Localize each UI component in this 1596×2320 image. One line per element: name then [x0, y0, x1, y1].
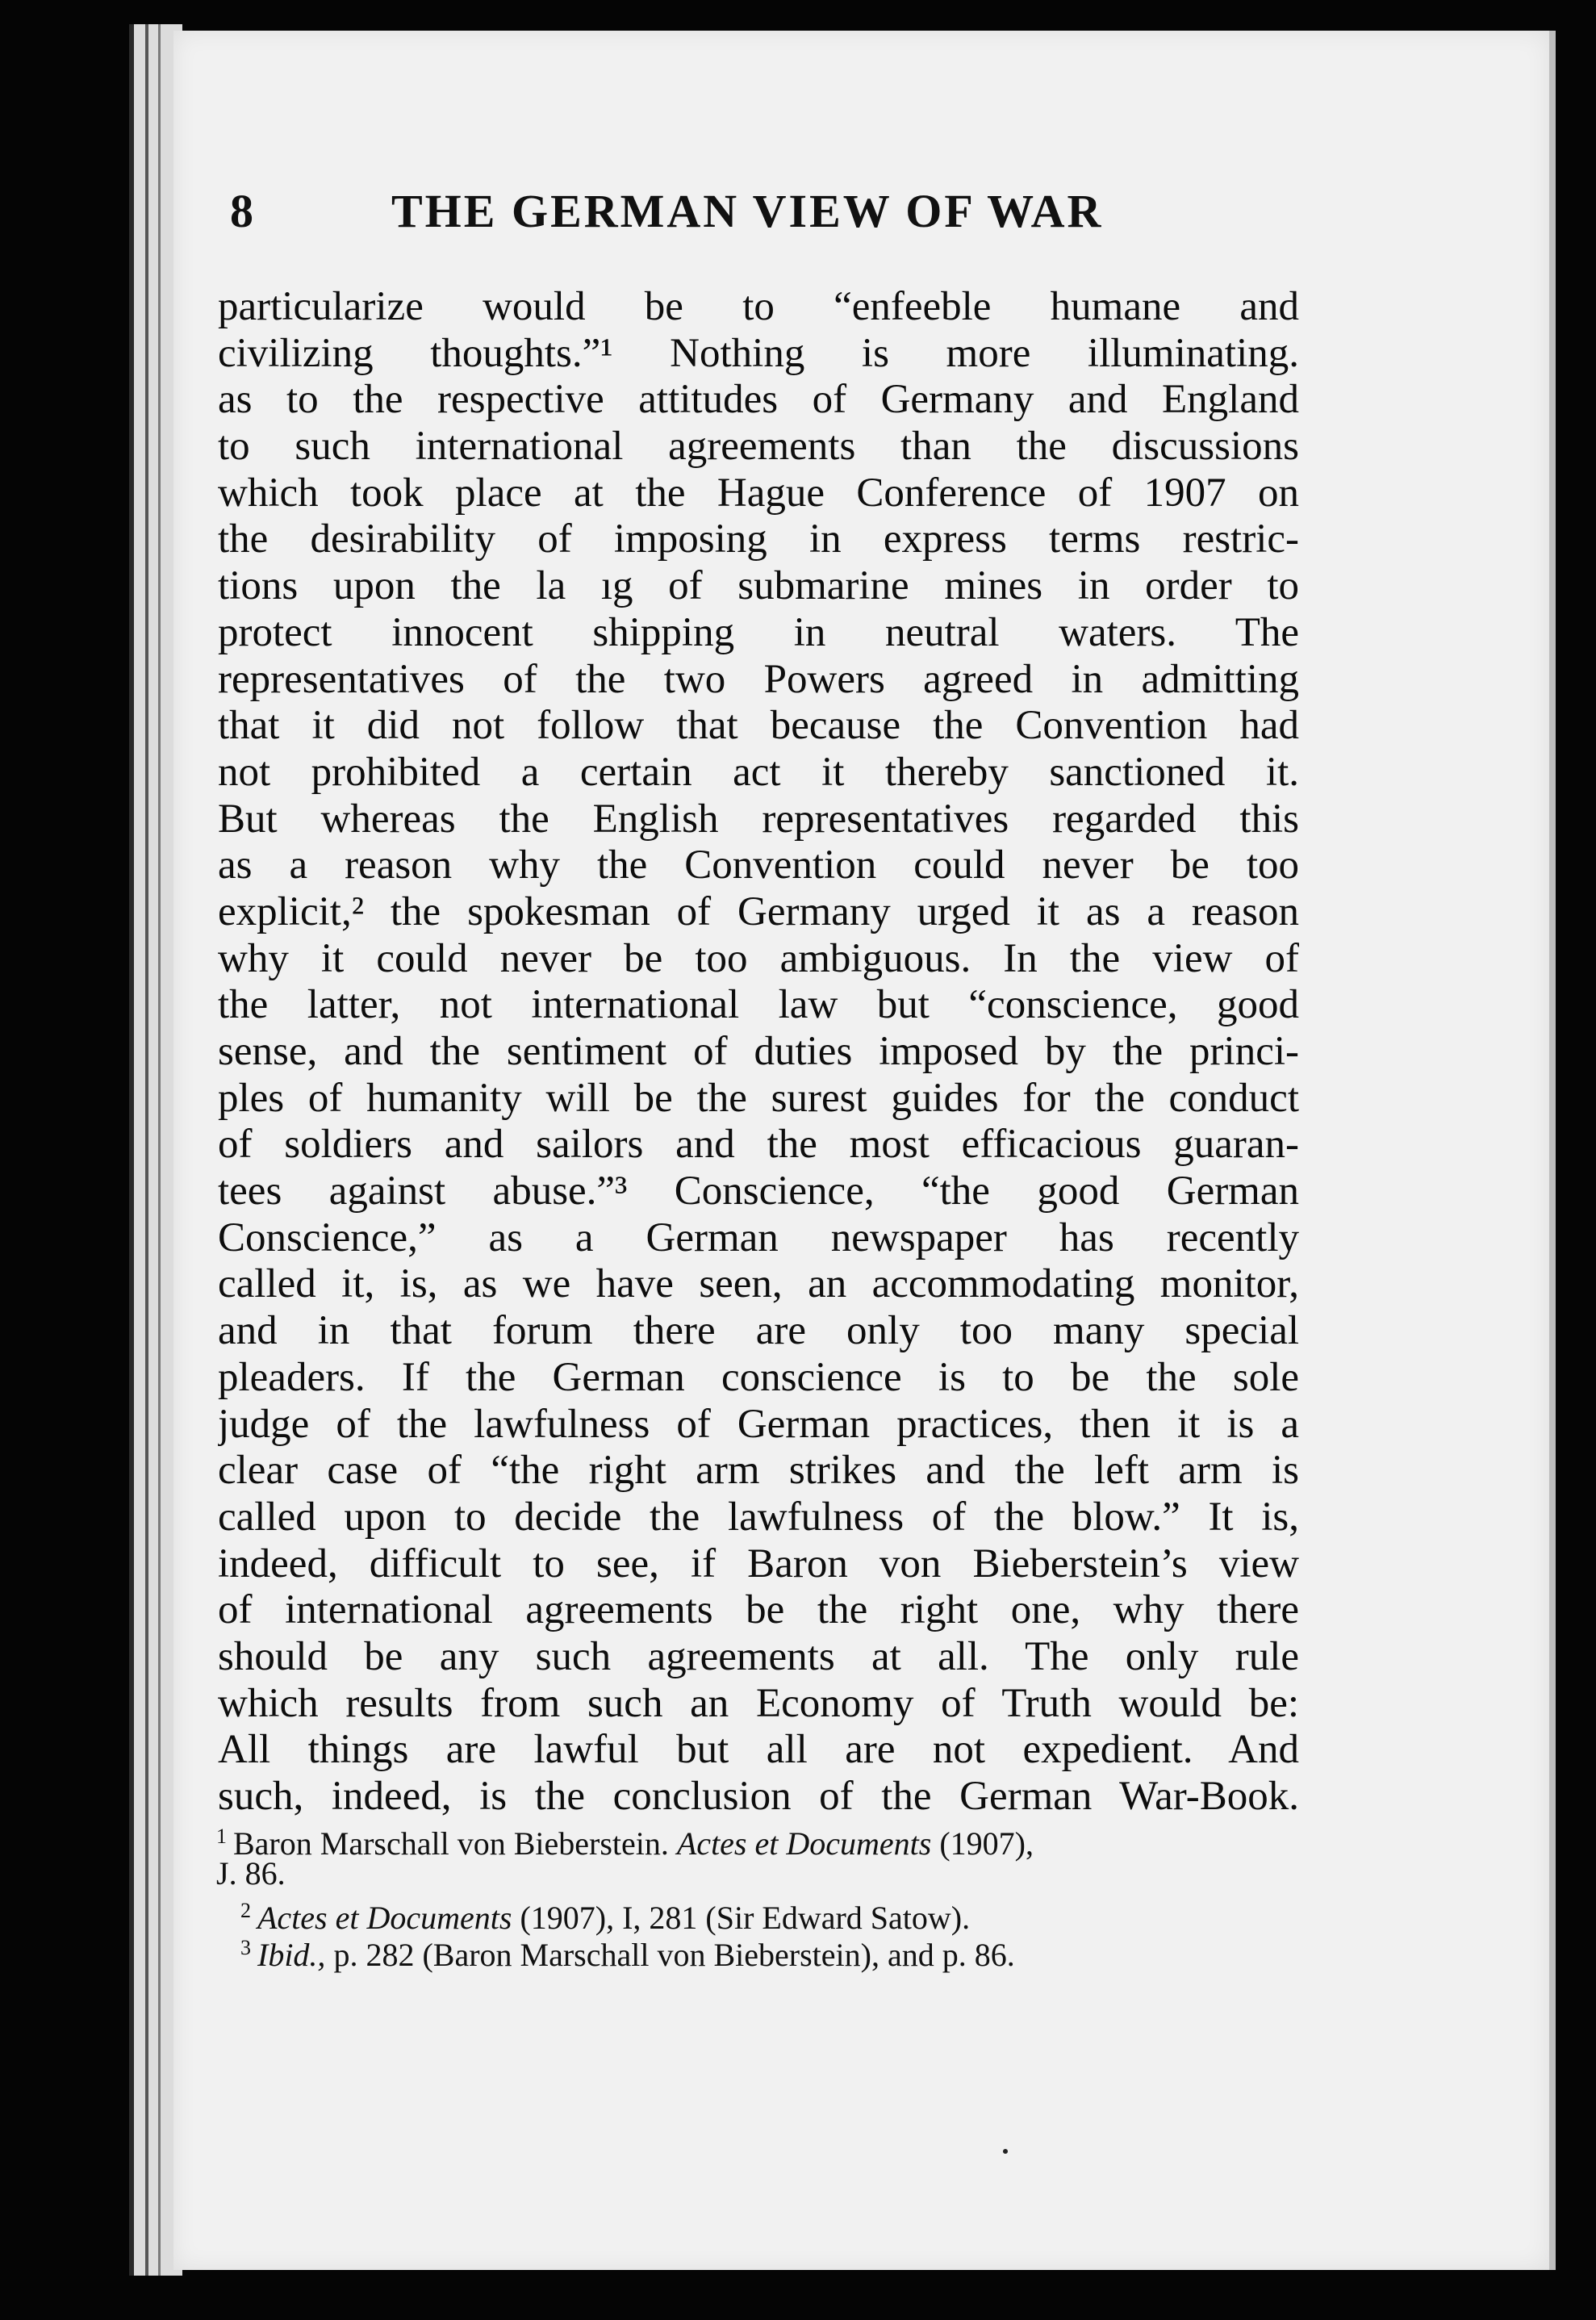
text-line: called it, is, as we have seen, an accommodating monitor,	[218, 1261, 1299, 1307]
text-line: should be any such agreements at all. The only rule	[218, 1633, 1299, 1679]
text-line: of soldiers and sailors and the most efficacious guaran-	[218, 1122, 1299, 1168]
text-line: called upon to decide the lawfulness of the blow.” It is,	[218, 1494, 1299, 1540]
text-line: of international agreements be the right one, why there	[218, 1587, 1299, 1633]
footnote-mark: 3	[240, 1936, 251, 1959]
text-line: that it did not follow that because the Convention had	[218, 703, 1299, 749]
footnote-italic: Ibid.,	[257, 1937, 326, 1973]
footnote-mark: 2	[240, 1899, 251, 1922]
text-line: and in that forum there are only too many special	[218, 1308, 1299, 1354]
page-number: 8	[230, 185, 253, 237]
text-line: But whereas the English representatives regarded this	[218, 796, 1299, 842]
stray-ink-dot	[1003, 2149, 1008, 2154]
text-line: which took place at the Hague Conference of 1907 on	[218, 470, 1299, 516]
text-line: indeed, difficult to see, if Baron von Bieberstein’s view	[218, 1540, 1299, 1586]
page-header	[230, 184, 1295, 257]
text-line: ples of humanity will be the surest guides for the conduct	[218, 1075, 1299, 1121]
footnote-3	[216, 1929, 1301, 1973]
text-line: judge of the lawfulness of German practices, then it is a	[218, 1401, 1299, 1447]
footnote-text: Baron Marschall von Bieberstein.	[233, 1825, 669, 1862]
text-line: particularize would be to “enfeeble humane and	[218, 284, 1299, 329]
text-line: such, indeed, is the conclusion of the German War-Book.	[218, 1774, 1299, 1819]
text-line: as to the respective attitudes of Germany and England	[218, 377, 1299, 423]
text-line: which results from such an Economy of Truth would be:	[218, 1680, 1299, 1726]
text-line: to such international agreements than the discussions	[218, 424, 1299, 470]
footnote-1-continuation: J. 86.	[216, 1855, 286, 1892]
footnote-text-after: (1907),	[939, 1825, 1034, 1862]
text-line: pleaders. If the German conscience is to be the sole	[218, 1354, 1299, 1400]
text-line: tees against abuse.”³ Conscience, “the good German	[218, 1168, 1299, 1214]
running-title: THE GERMAN VIEW OF WAR	[391, 185, 1104, 237]
footnote-text-after: (1907), I, 281 (Sir Edward Satow).	[520, 1900, 971, 1936]
text-line: representatives of the two Powers agreed in admitting	[218, 656, 1299, 702]
footnotes	[216, 1818, 1301, 1973]
text-line: not prohibited a certain act it thereby sanctioned it.	[218, 749, 1299, 795]
body-text	[218, 284, 1299, 1820]
text-line: protect innocent shipping in neutral waters. The	[218, 609, 1299, 655]
text-line: sense, and the sentiment of duties imposed by the princi-	[218, 1029, 1299, 1074]
text-line: as a reason why the Convention could never be too	[218, 842, 1299, 888]
text-line: clear case of “the right arm strikes and the left arm is	[218, 1448, 1299, 1494]
footnote-1	[216, 1818, 1301, 1862]
footnote-italic: Actes et Documents	[257, 1900, 512, 1936]
footnote-2	[216, 1892, 1301, 1936]
text-line: All things are lawful but all are not expedient. And	[218, 1727, 1299, 1773]
footnote-text-after: p. 282 (Baron Marschall von Bieberstein), and p. 86.	[333, 1937, 1015, 1973]
text-line: tions upon the la ıg of submarine mines in order to	[218, 563, 1299, 609]
text-line: the desirability of imposing in express terms restric-	[218, 516, 1299, 562]
text-line: why it could never be too ambiguous. In the view of	[218, 935, 1299, 981]
footnote-mark: 1	[216, 1825, 227, 1848]
text-line: the latter, not international law but “conscience, good	[218, 982, 1299, 1028]
footnote-italic: Actes et Documents	[676, 1825, 932, 1862]
text-line: civilizing thoughts.”¹ Nothing is more illuminating.	[218, 330, 1299, 376]
text-line: explicit,² the spokesman of Germany urged it as a reason	[218, 888, 1299, 934]
text-line: Conscience,” as a German newspaper has recently	[218, 1214, 1299, 1260]
